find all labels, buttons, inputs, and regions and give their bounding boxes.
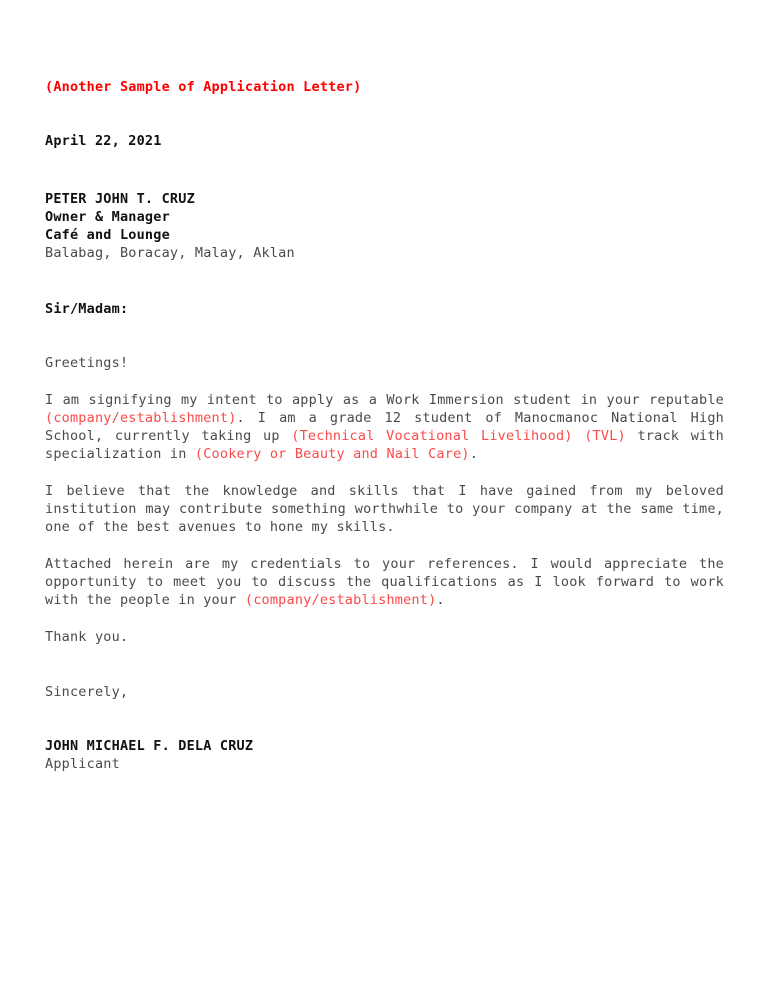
signoff-line: Sincerely, [45, 684, 129, 700]
placeholder-track: (Technical Vocational Livelihood) (TVL) [291, 428, 626, 444]
thank-you-line: Thank you. [45, 629, 129, 645]
recipient-block [45, 150, 724, 262]
signature-role: Applicant [45, 756, 120, 772]
paragraph-intent-text-2: . I am a grade 12 student of Manocmanoc National High School, currently taking up [45, 410, 724, 444]
paragraph-credentials-text-1: Attached herein are my credentials to your references. I would appreciate the opportunity to meet you to discuss the qualifications as I look forward to work with the people in your [45, 556, 724, 608]
paragraph-belief: I believe that the knowledge and skills that I have gained from my beloved institution may contribute something worthwhile to your company at the same time, one of the best avenues to hone my skills. [45, 483, 724, 535]
paragraph-intent-text-4: . [469, 446, 479, 462]
paragraph-credentials-text-2: . [436, 592, 445, 608]
recipient-organization: Café and Lounge [45, 227, 170, 243]
signature-name: JOHN MICHAEL F. DELA CRUZ [45, 738, 254, 754]
greeting: Greetings! [45, 355, 129, 371]
salutation: Sir/Madam: [45, 301, 129, 317]
document-title: (Another Sample of Application Letter) [45, 79, 362, 95]
recipient-position: Owner & Manager [45, 209, 170, 225]
paragraph-intent-text-1: I am signifying my intent to apply as a Work Immersion student in your reputable [45, 392, 724, 408]
recipient-address: Balabag, Boracay, Malay, Aklan [45, 245, 295, 261]
letter-date: April 22, 2021 [45, 133, 162, 149]
placeholder-company-2: (company/establishment) [244, 592, 437, 608]
letter-body [45, 0, 724, 773]
placeholder-specialization: (Cookery or Beauty and Nail Care) [194, 446, 470, 462]
recipient-name: PETER JOHN T. CRUZ [45, 191, 195, 207]
signature-block [45, 701, 724, 773]
paragraph-intent-text-3: track with specialization in [45, 428, 725, 462]
paragraph-intent [45, 372, 724, 463]
placeholder-company-1: (company/establishment) [45, 410, 237, 426]
paragraph-credentials [45, 536, 724, 609]
